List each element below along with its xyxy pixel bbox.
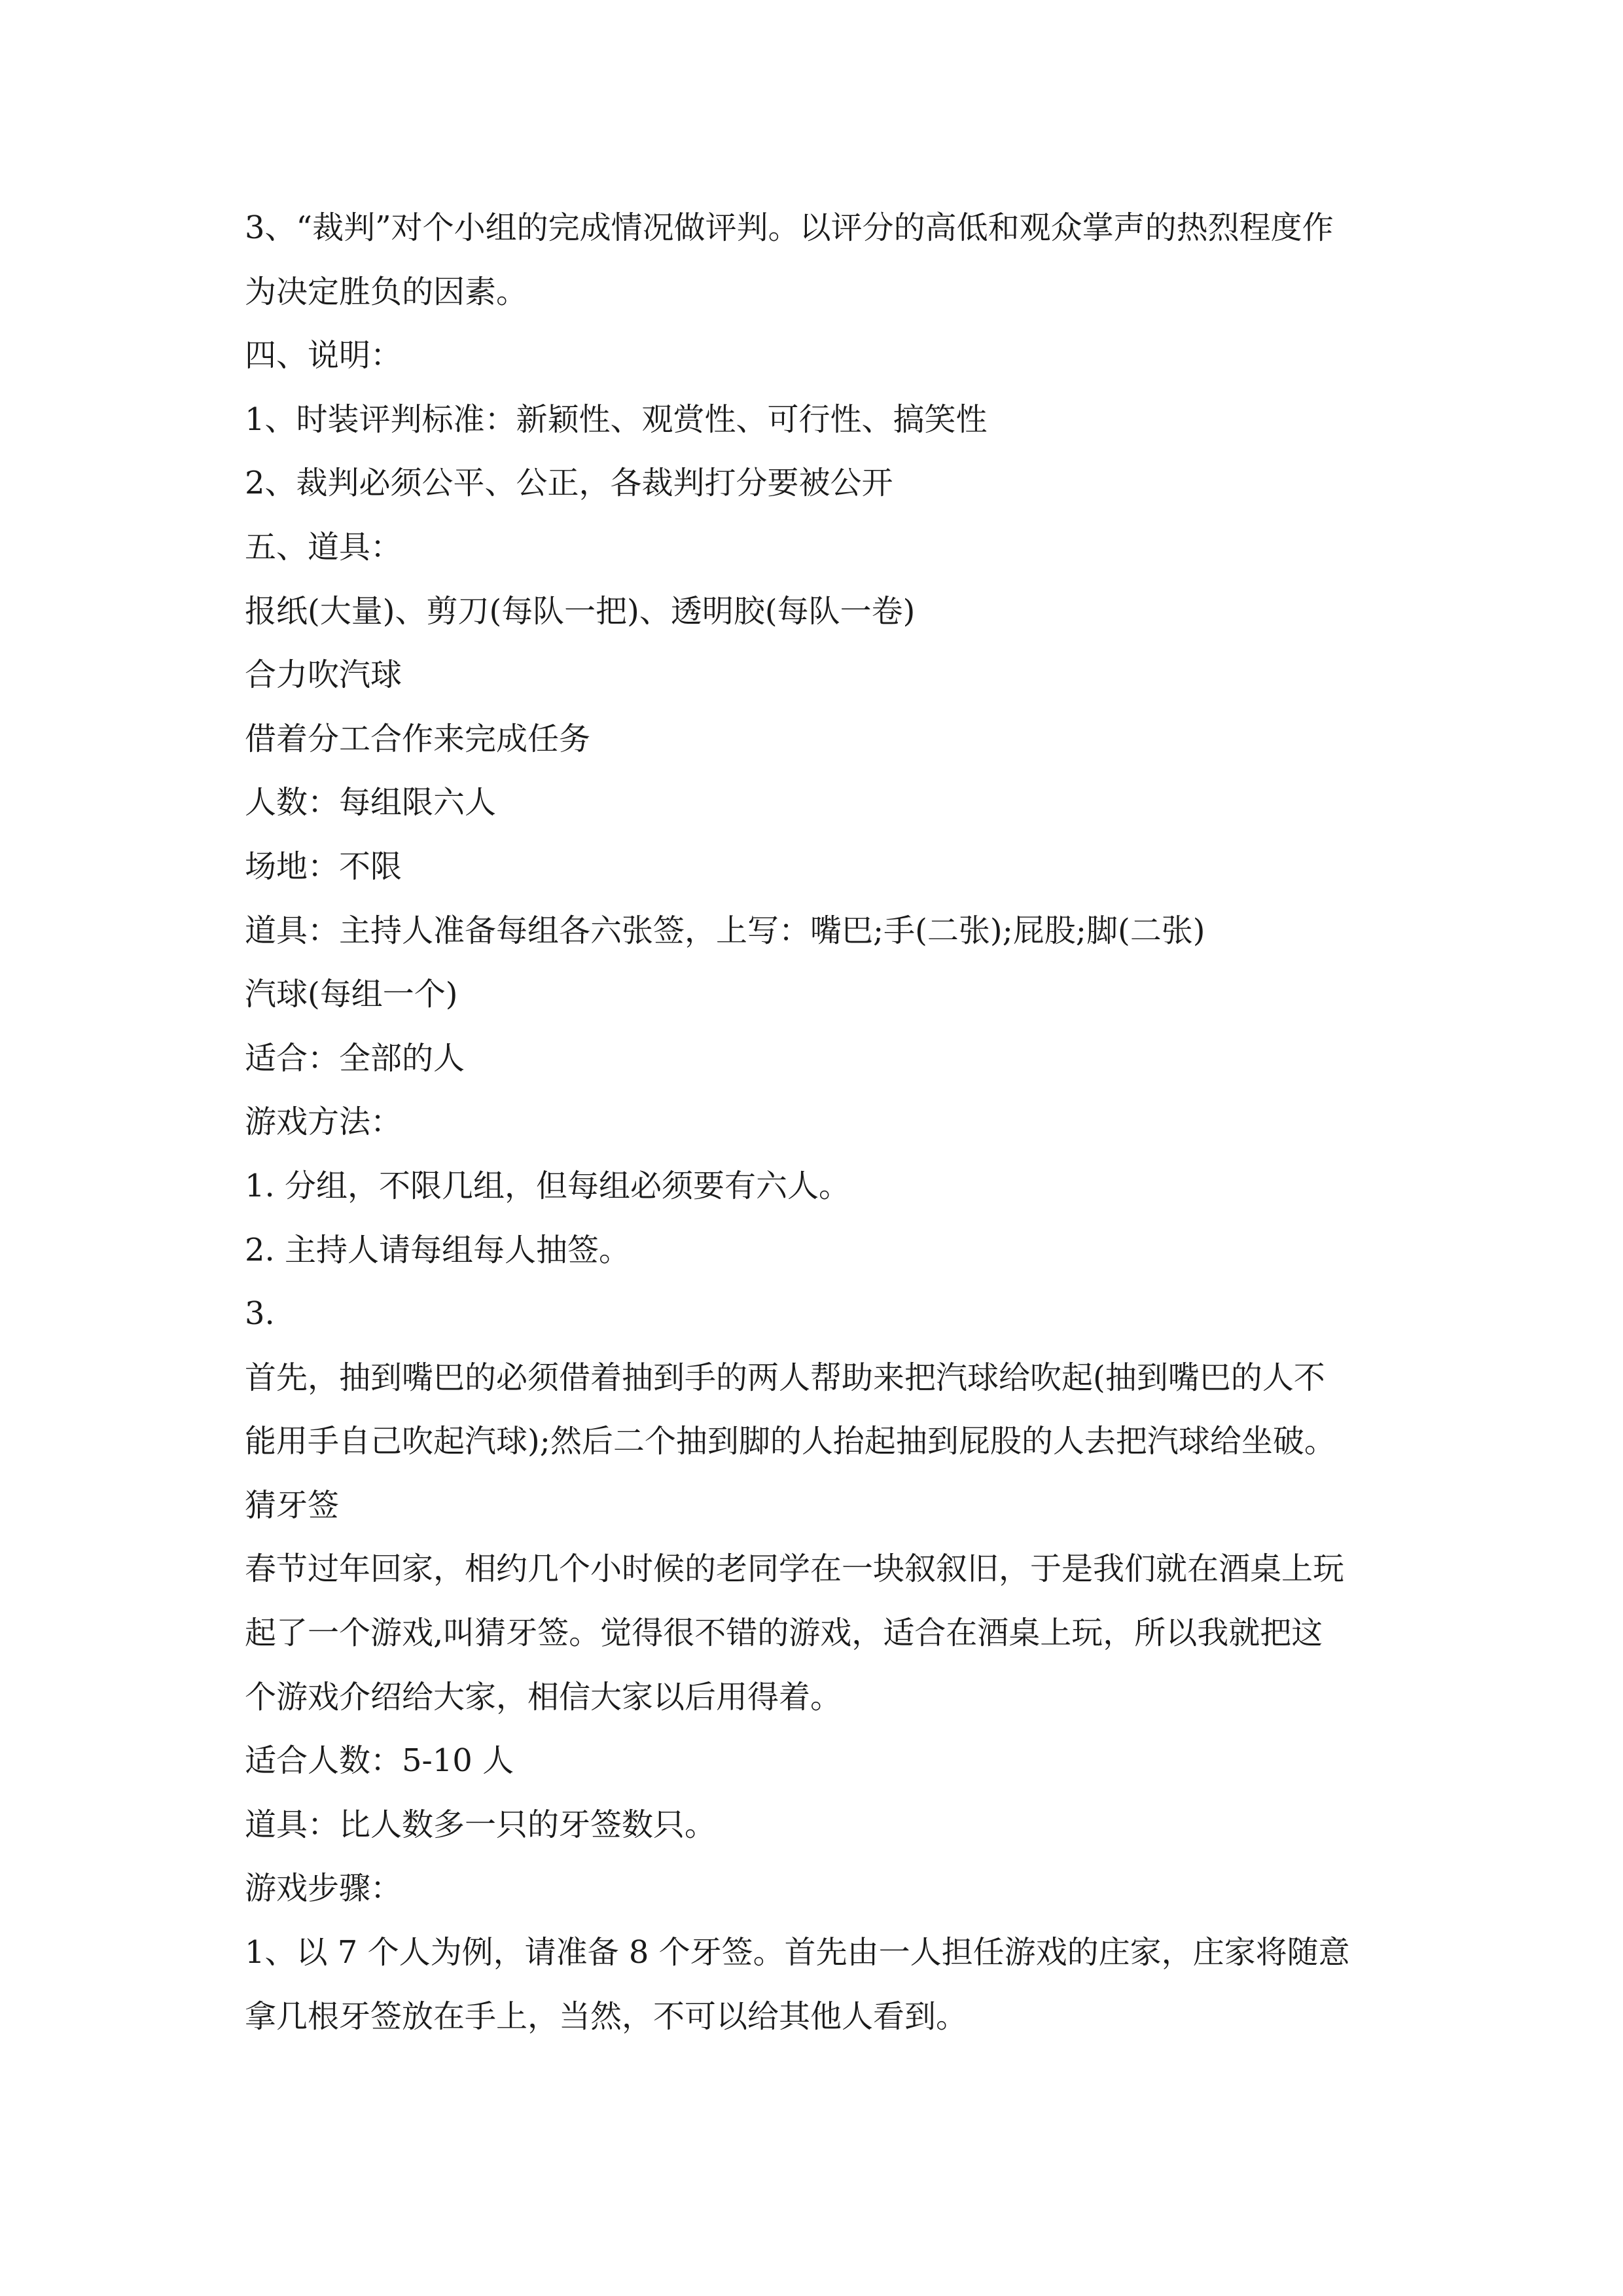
text-line: 适合人数：5-10 人 — [245, 1742, 514, 1780]
document-body — [245, 196, 1410, 2049]
section-heading: 五、道具： — [245, 528, 402, 565]
section-heading: 四、说明： — [245, 337, 402, 374]
text-line: 拿几根牙签放在手上，当然，不可以给其他人看到。 — [245, 1998, 968, 2035]
text-line: 2. 主持人请每组每人抽签。 — [245, 1231, 631, 1268]
text-line: 首先，抽到嘴巴的必须借着抽到手的两人帮助来把汽球给吹起(抽到嘴巴的人不 — [245, 1359, 1325, 1396]
text-line: 1、以 7 个人为例，请准备 8 个牙签。首先由一人担任游戏的庄家，庄家将随意 — [245, 1934, 1350, 1971]
text-line: 3. — [245, 1295, 275, 1333]
text-line: 春节过年回家，相约几个小时候的老同学在一块叙叙旧，于是我们就在酒桌上玩 — [245, 1551, 1345, 1588]
text-line: 个游戏介绍给大家，相信大家以后用得着。 — [245, 1678, 842, 1715]
text-line: 场地：不限 — [245, 848, 402, 885]
text-line: 1、时装评判标准：新颖性、观赏性、可行性、搞笑性 — [245, 401, 988, 438]
text-line: 2、裁判必须公平、公正，各裁判打分要被公开 — [245, 465, 893, 502]
text-line: 汽球(每组一个) — [245, 976, 458, 1013]
text-line: 起了一个游戏,叫猜牙签。觉得很不错的游戏，适合在酒桌上玩，所以我就把这 — [245, 1615, 1323, 1652]
text-line: 道具：比人数多一只的牙签数只。 — [245, 1806, 717, 1843]
text-line: 游戏步骤： — [245, 1870, 402, 1907]
text-line: 人数：每组限六人 — [245, 784, 497, 821]
game-title: 猜牙签 — [245, 1486, 340, 1524]
text-line: 报纸(大量)、剪刀(每队一把)、透明胶(每队一卷) — [245, 592, 916, 630]
text-line: 为决定胜负的因素。 — [245, 273, 528, 310]
text-line: 游戏方法： — [245, 1103, 402, 1141]
text-line: 1. 分组，不限几组，但每组必须要有六人。 — [245, 1167, 851, 1204]
text-line: 3、“裁判”对个小组的完成情况做评判。以评分的高低和观众掌声的热烈程度作 — [245, 209, 1334, 246]
text-line: 适合：全部的人 — [245, 1039, 465, 1077]
text-line: 道具：主持人准备每组各六张签，上写：嘴巴;手(二张);屁股;脚(二张) — [245, 912, 1205, 949]
game-title: 合力吹汽球 — [245, 656, 402, 694]
text-line: 能用手自己吹起汽球);然后二个抽到脚的人抬起抽到屁股的人去把汽球给坐破。 — [245, 1423, 1336, 1460]
text-line: 借着分工合作来完成任务 — [245, 720, 591, 757]
